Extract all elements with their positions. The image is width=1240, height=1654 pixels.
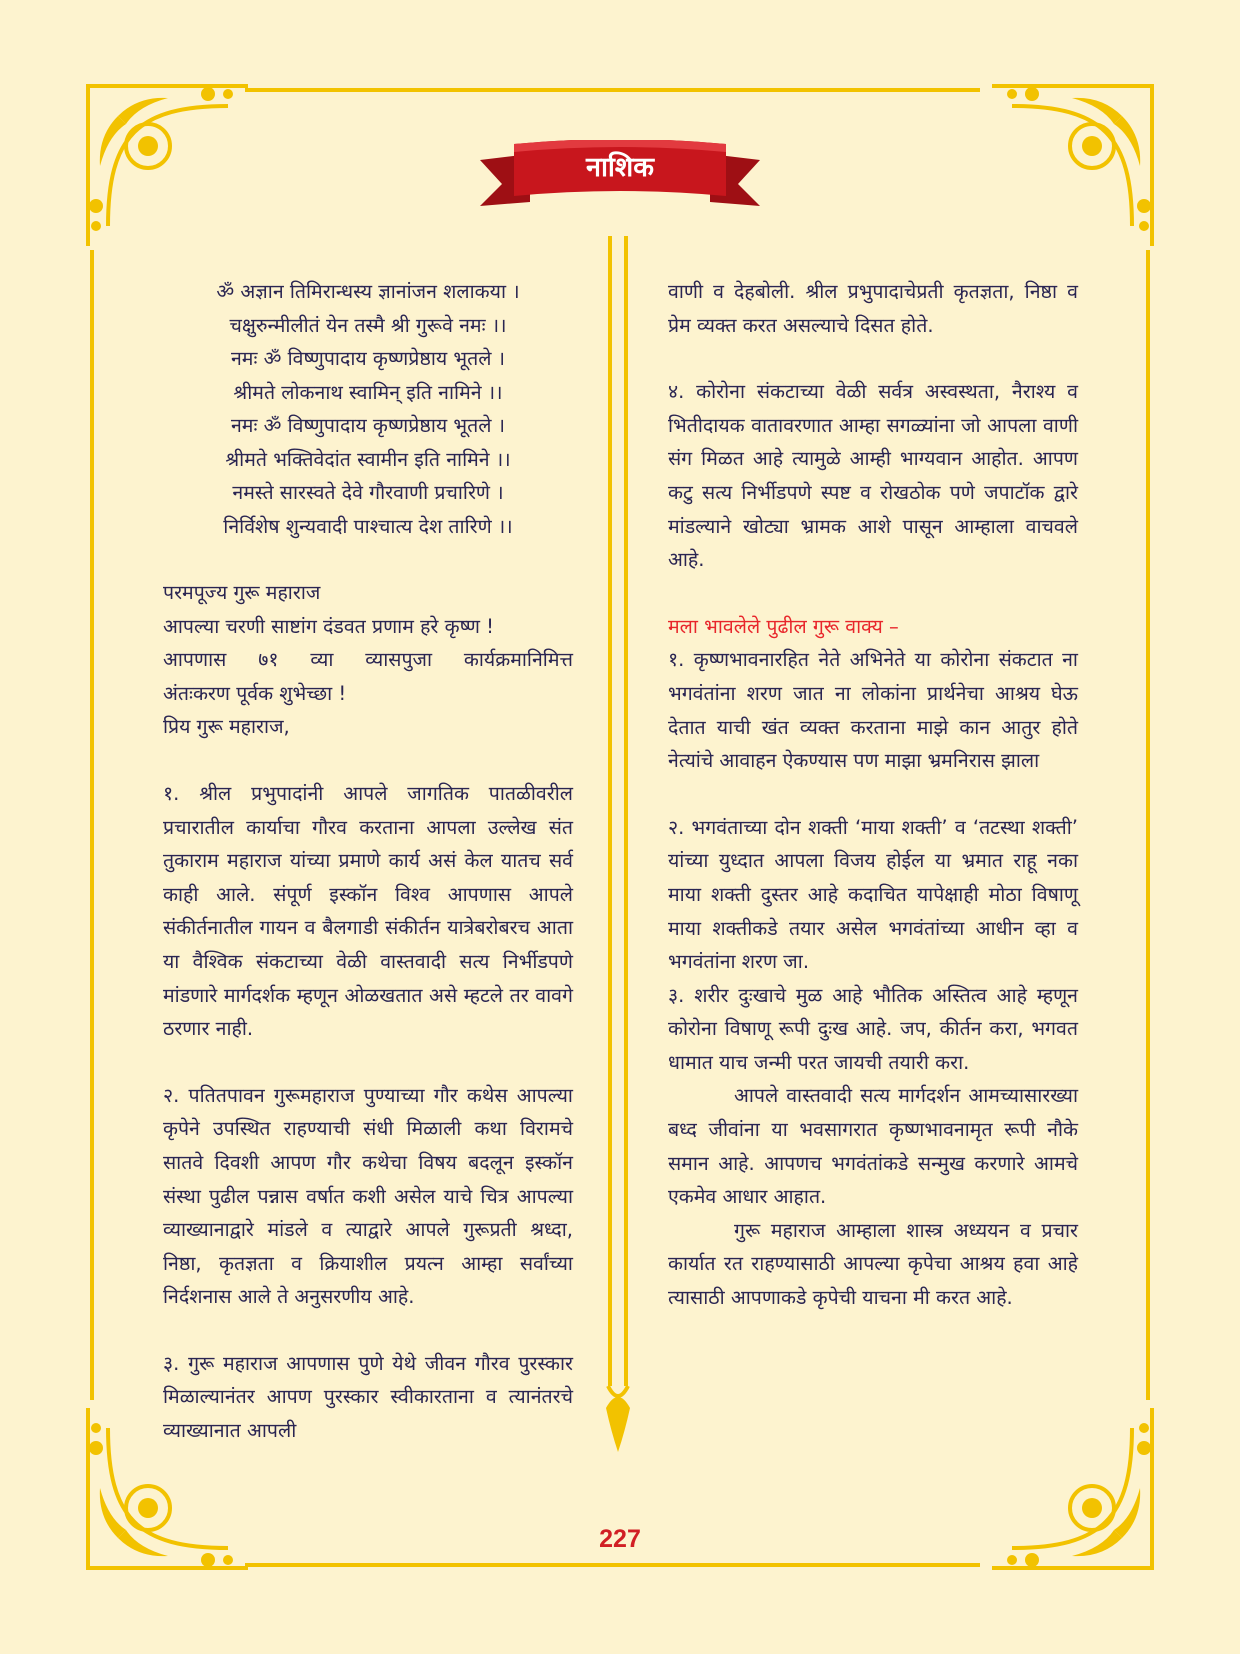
left-border-line <box>90 250 94 1400</box>
closing-paragraph-2: गुरू महाराज आम्हाला शास्त्र अध्ययन व प्रचार कार्यात रत राहण्यासाठी आपल्या कृपेचा आश्रय हवा आहे त्यासाठी आपणाकडे कृपेची याचना मी करत आहे. <box>668 1218 1078 1310</box>
right-column <box>668 275 1078 1315</box>
right-border-line <box>1146 250 1150 1400</box>
verse-line: नमः ॐ विष्णुपादाय कृष्णप्रेष्ठाय भूतले । <box>230 347 506 370</box>
corner-ornament-top-right <box>982 76 1162 256</box>
verse-line: श्रीमते भक्तिवेदांत स्वामीन इति नामिने ।। <box>225 447 511 471</box>
column-divider <box>603 236 633 1452</box>
greeting-line: प्रिय गुरू महाराज, <box>163 715 290 739</box>
left-column <box>163 275 573 1448</box>
page-number: 227 <box>599 1525 641 1553</box>
closing-paragraph-1: आपले वास्तवादी सत्य मार्गदर्शन आमच्यासारख्या बध्द जीवांना या भवसागरात कृष्णभावनामृत रूपी नौके समान आहे. आपणच भगवंतांकडे सन्मुख करणारे आमचे एकमेव आधार आहात. <box>668 1084 1078 1209</box>
paragraph-3: ३. गुरू महाराज आपणास पुणे येथे जीवन गौरव पुरस्कार मिळाल्यानंतर आपण पुरस्कार स्वीकारताना व त्यानंतरचे व्याख्यानात आपली <box>163 1351 573 1443</box>
greeting-block <box>163 576 573 744</box>
greeting-line: आपल्या चरणी साष्टांग दंडवत प्रणाम हरे कृष्ण ! <box>163 614 494 638</box>
verse-line: श्रीमते लोकनाथ स्वामिन् इति नामिने ।। <box>233 380 503 404</box>
paragraph-continued: वाणी व देहबोली. श्रील प्रभुपादाचेप्रती कृतज्ञता, निष्ठा व प्रेम व्यक्त करत असल्याचे दिसत होते. <box>668 280 1078 337</box>
verse-line: निर्विशेष शुन्यवादी पाश्चात्य देश तारिणे ।। <box>223 514 513 538</box>
greeting-line: परमपूज्य गुरू महाराज <box>163 581 321 604</box>
corner-ornament-top-left <box>78 76 258 256</box>
paragraph-2: २. पतितपावन गुरूमहाराज पुण्याच्या गौर कथेस आपल्या कृपेने उपस्थित राहण्याची संधी मिळाली कथा विरामचे सातवे दिवशी आपण गौर कथेचा विषय बदलून इस्कॉन संस्था पुढील पन्नास वर्षात कशी असेल याचे चित्र आपल्या व्याख्यानाद्वारे मांडले व त्याद्वारे आपले गुरूप्रती श्रध्दा, निष्ठा, कृतज्ञता व क्रियाशील प्रयत्न आम्हा सर्वांच्या निर्दशनास आले ते अनुसरणीय आहे. <box>163 1083 573 1309</box>
section-subheading: मला भावलेले पुढील गुरू वाक्य – <box>668 614 899 638</box>
bottom-border-line <box>245 1563 980 1567</box>
top-border-line <box>245 88 980 92</box>
greeting-line: अंतःकरण पूर्वक शुभेच्छा ! <box>163 681 347 705</box>
guru-quote-1: १. कृष्णभावनारहित नेते अभिनेते या कोरोना संकटात ना भगवंतांना शरण जात ना लोकांना प्रार्थनेचा आश्रय घेऊ देतात याची खंत व्यक्त करताना माझे कान आतुर होते नेत्यांचे आवाहन ऐकण्यास पण माझा भ्रमनिरास झाला <box>668 648 1078 773</box>
guru-quote-2: २. भगवंताच्या दोन शक्ती ‘माया शक्ती’ व ‘तटस्था शक्ती’ यांच्या युध्दात आपला विजय होईल या भ्रमात राहू नका माया शक्ती दुस्तर आहे कदाचित यापेक्षाही मोठा विषाणू माया शक्तीकडे तयार असेल भगवंतांच्या आधीन व्हा व भगवंतांना शरण जा. <box>668 815 1078 974</box>
greeting-line: आपणास ७१ व्या व्यासपुजा कार्यक्रमानिमित्त <box>163 648 573 672</box>
verse-line: नमस्ते सारस्वते देवे गौरवाणी प्रचारिणे । <box>232 481 504 504</box>
corner-ornament-bottom-right <box>982 1398 1162 1578</box>
banner-title: नाशिक <box>585 152 655 183</box>
verse-line: चक्षुरुन्मीलीतं येन तस्मै श्री गुरूवे नमः ।। <box>229 313 507 337</box>
guru-quote-3: ३. शरीर दुःखाचे मुळ आहे भौतिक अस्तित्व आहे म्हणून कोरोना विषाणू रूपी दुःख आहे. जप, कीर्तन करा, भगवत धामात याच जन्मी परत जायची तयारी करा. <box>668 983 1078 1074</box>
verse-line: नमः ॐ विष्णुपादाय कृष्णप्रेष्ठाय भूतले । <box>230 414 506 437</box>
paragraph-1: १. श्रील प्रभुपादांनी आपले जागतिक पातळीवरील प्रचारातील कार्याचा गौरव करताना आपला उल्लेख संत तुकाराम महाराज यांच्या प्रमाणे कार्य असं केल यातच सर्व काही आले. संपूर्ण इस्कॉन विश्व आपणास आपले संकीर्तनातील गायन व बैलगाडी संकीर्तन यात्रेबरोबरच आता या वैश्विक संकटाच्या वेळी वास्तवादी सत्य निर्भीडपणे मांडणारे मार्गदर्शक म्हणून ओळखतात असे म्हटले तर वावगे ठरणार नाही. <box>163 781 573 1041</box>
verse-line: ॐ अज्ञान तिमिरान्धस्य ज्ञानांजन शलाकया । <box>216 280 520 303</box>
sanskrit-verses <box>163 275 573 543</box>
paragraph-4: ४. कोरोना संकटाच्या वेळी सर्वत्र अस्वस्थता, नैराश्य व भितीदायक वातावरणात आम्हा सगळ्यांना जो आपला वाणी संग मिळत आहे त्यामुळे आम्ही भाग्यवान आहोत. आपण कटु सत्य निर्भीडपणे स्पष्ट व रोखठोक पणे जपाटॉक द्वारे मांडल्याने खोट्या भ्रामक आशे पासून आम्हाला वाचवले आहे. <box>668 380 1078 572</box>
